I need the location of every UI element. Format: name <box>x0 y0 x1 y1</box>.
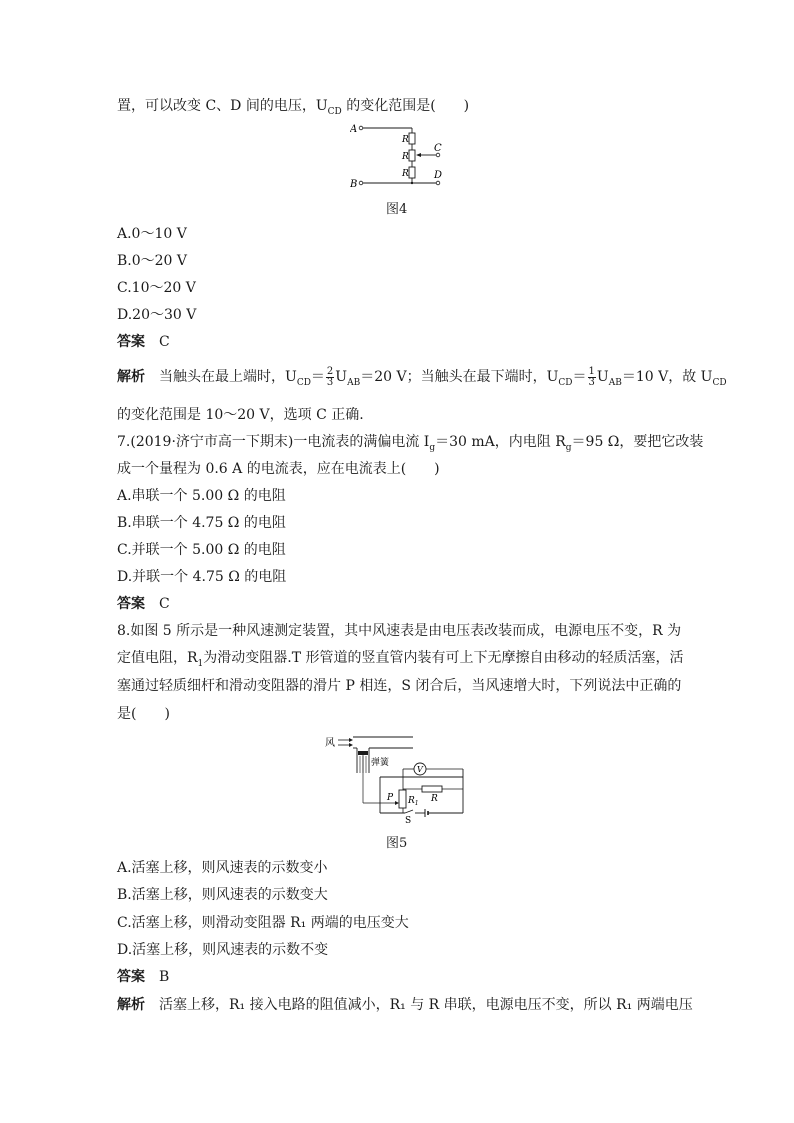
fraction-num: 2 <box>326 365 334 377</box>
q7-text: ＝95 Ω，要把它改装 <box>571 434 704 450</box>
resistor-2 <box>409 150 415 161</box>
resistor-3 <box>409 167 415 178</box>
answer-label: 答案 <box>117 596 145 612</box>
resistor-1-label: R <box>402 135 409 145</box>
analysis-sub: CD <box>296 377 311 388</box>
q6-stem-text-b: 的变化范围是( ) <box>341 98 470 114</box>
answer-label: 答案 <box>117 334 145 350</box>
q8-option-a: A.活塞上移，则风速表的示数变小 <box>117 860 328 876</box>
answer-label: 答案 <box>117 969 145 985</box>
analysis-sub: AB <box>347 377 361 388</box>
slider-arrow <box>416 153 421 157</box>
q8-stem-line2 <box>117 648 684 674</box>
q7-stem-line1 <box>117 432 703 458</box>
analysis-text: ＝20 V；当触头在最下端时，U <box>360 369 559 385</box>
q8-option-d: D.活塞上移，则风速表的示数不变 <box>117 942 329 958</box>
q6-analysis-line1 <box>117 364 727 396</box>
answer-value: C <box>159 334 170 350</box>
switch-s <box>405 810 413 813</box>
terminal-b <box>359 181 363 185</box>
q6-stem-text: 置，可以改变 C、D 间的电压，U <box>117 98 328 114</box>
q8-text: 定值电阻，R <box>117 650 198 666</box>
terminal-a-label: A <box>350 124 358 135</box>
q7-answer <box>117 594 170 614</box>
resistor-r <box>422 786 442 792</box>
q6-answer <box>117 332 170 352</box>
fraction-two-thirds <box>326 367 334 388</box>
analysis-label: 解析 <box>117 369 145 385</box>
spring-label: 弹簧 <box>371 758 390 768</box>
analysis-eq: ＝ <box>310 369 325 385</box>
switch-s-label: S <box>405 816 412 825</box>
q8-option-c: C.活塞上移，则滑动变阻器 R₁ 两端的电压变大 <box>117 915 409 931</box>
q7-sub: g <box>429 442 436 453</box>
figure-4-circuit <box>350 118 460 196</box>
q7-option-c: C.并联一个 5.00 Ω 的电阻 <box>117 542 286 558</box>
answer-value: C <box>159 596 170 612</box>
q7-option-d: D.并联一个 4.75 Ω 的电阻 <box>117 569 287 585</box>
q7-text: 7.(2019·济宁市高一下期末)一电流表的满偏电流 I <box>117 434 430 450</box>
q8-analysis <box>117 995 693 1015</box>
q8-stem-line3: 塞通过轻质细杆和滑动变阻器的滑片 P 相连，S 闭合后，当风速增大时，下列说法中正确的 <box>117 678 682 694</box>
slider-p-label: P <box>387 793 394 803</box>
analysis-text: 当触头在最上端时，U <box>159 369 297 385</box>
fraction-den: 3 <box>588 376 595 388</box>
q8-stem-line4: 是( ) <box>117 706 170 722</box>
terminal-a <box>359 126 363 130</box>
resistor-3-label: R <box>402 169 409 179</box>
q6-analysis-line2: 的变化范围是 10～20 V，选项 C 正确. <box>117 407 364 423</box>
q6-option-c: C.10～20 V <box>117 280 196 296</box>
analysis-text: U <box>335 369 348 385</box>
q8-answer <box>117 967 169 987</box>
q6-stem-sub: CD <box>327 106 342 117</box>
fraction-num: 1 <box>588 365 595 377</box>
q7-sub: g <box>565 442 572 453</box>
terminal-d-label: D <box>434 170 443 181</box>
voltmeter-label: V <box>417 765 423 774</box>
q8-option-b: B.活塞上移，则风速表的示数变大 <box>117 887 328 903</box>
analysis-sub: CD <box>712 377 727 388</box>
q8-sub: 1 <box>197 658 204 669</box>
resistor-1 <box>409 133 415 144</box>
q6-option-b: B.0～20 V <box>117 253 188 269</box>
terminal-c-label: C <box>434 143 442 154</box>
fraction-den: 3 <box>326 376 334 388</box>
wind-label: 风 <box>325 738 335 749</box>
q7-text: ＝30 mA，内电阻 R <box>435 434 566 450</box>
figure-5-wind-device <box>325 733 475 825</box>
resistor-r-label: R <box>431 794 438 804</box>
q7-option-b: B.串联一个 4.75 Ω 的电阻 <box>117 515 286 531</box>
resistor-2-label: R <box>402 152 409 162</box>
analysis-text: 活塞上移，R₁ 接入电路的阻值减小，R₁ 与 R 串联，电源电压不变，所以 R₁ 两端电压 <box>159 997 693 1013</box>
terminal-d <box>436 181 440 185</box>
fraction-one-third <box>588 367 596 388</box>
analysis-label: 解析 <box>117 997 145 1013</box>
piston <box>358 751 368 755</box>
analysis-text: ＝10 V，故 U <box>621 369 713 385</box>
q8-text: 为滑动变阻器.T 形管道的竖直管内装有可上下无摩擦自由移动的轻质活塞，活 <box>203 650 684 666</box>
figure-4-caption: 图4 <box>386 202 408 217</box>
slider-p <box>395 801 399 805</box>
analysis-sub: CD <box>558 377 573 388</box>
analysis-sub: AB <box>608 377 622 388</box>
q6-option-d: D.20～30 V <box>117 307 197 323</box>
analysis-text: U <box>596 369 609 385</box>
figure-5-caption: 图5 <box>386 836 408 851</box>
analysis-eq: ＝ <box>572 369 587 385</box>
terminal-b-label: B <box>350 179 358 190</box>
rheostat-r1 <box>399 790 406 808</box>
q7-option-a: A.串联一个 5.00 Ω 的电阻 <box>117 488 286 504</box>
rheostat-r1-label: $R_1$ <box>408 796 419 807</box>
q6-option-a: A.0～10 V <box>117 226 187 242</box>
q7-stem-line2: 成一个量程为 0.6 A 的电流表，应在电流表上( ) <box>117 461 440 477</box>
answer-value: B <box>159 969 170 985</box>
q8-stem-line1: 8.如图 5 所示是一种风速测定装置，其中风速表是由电压表改装而成，电源电压不变，R 为 <box>117 623 682 639</box>
